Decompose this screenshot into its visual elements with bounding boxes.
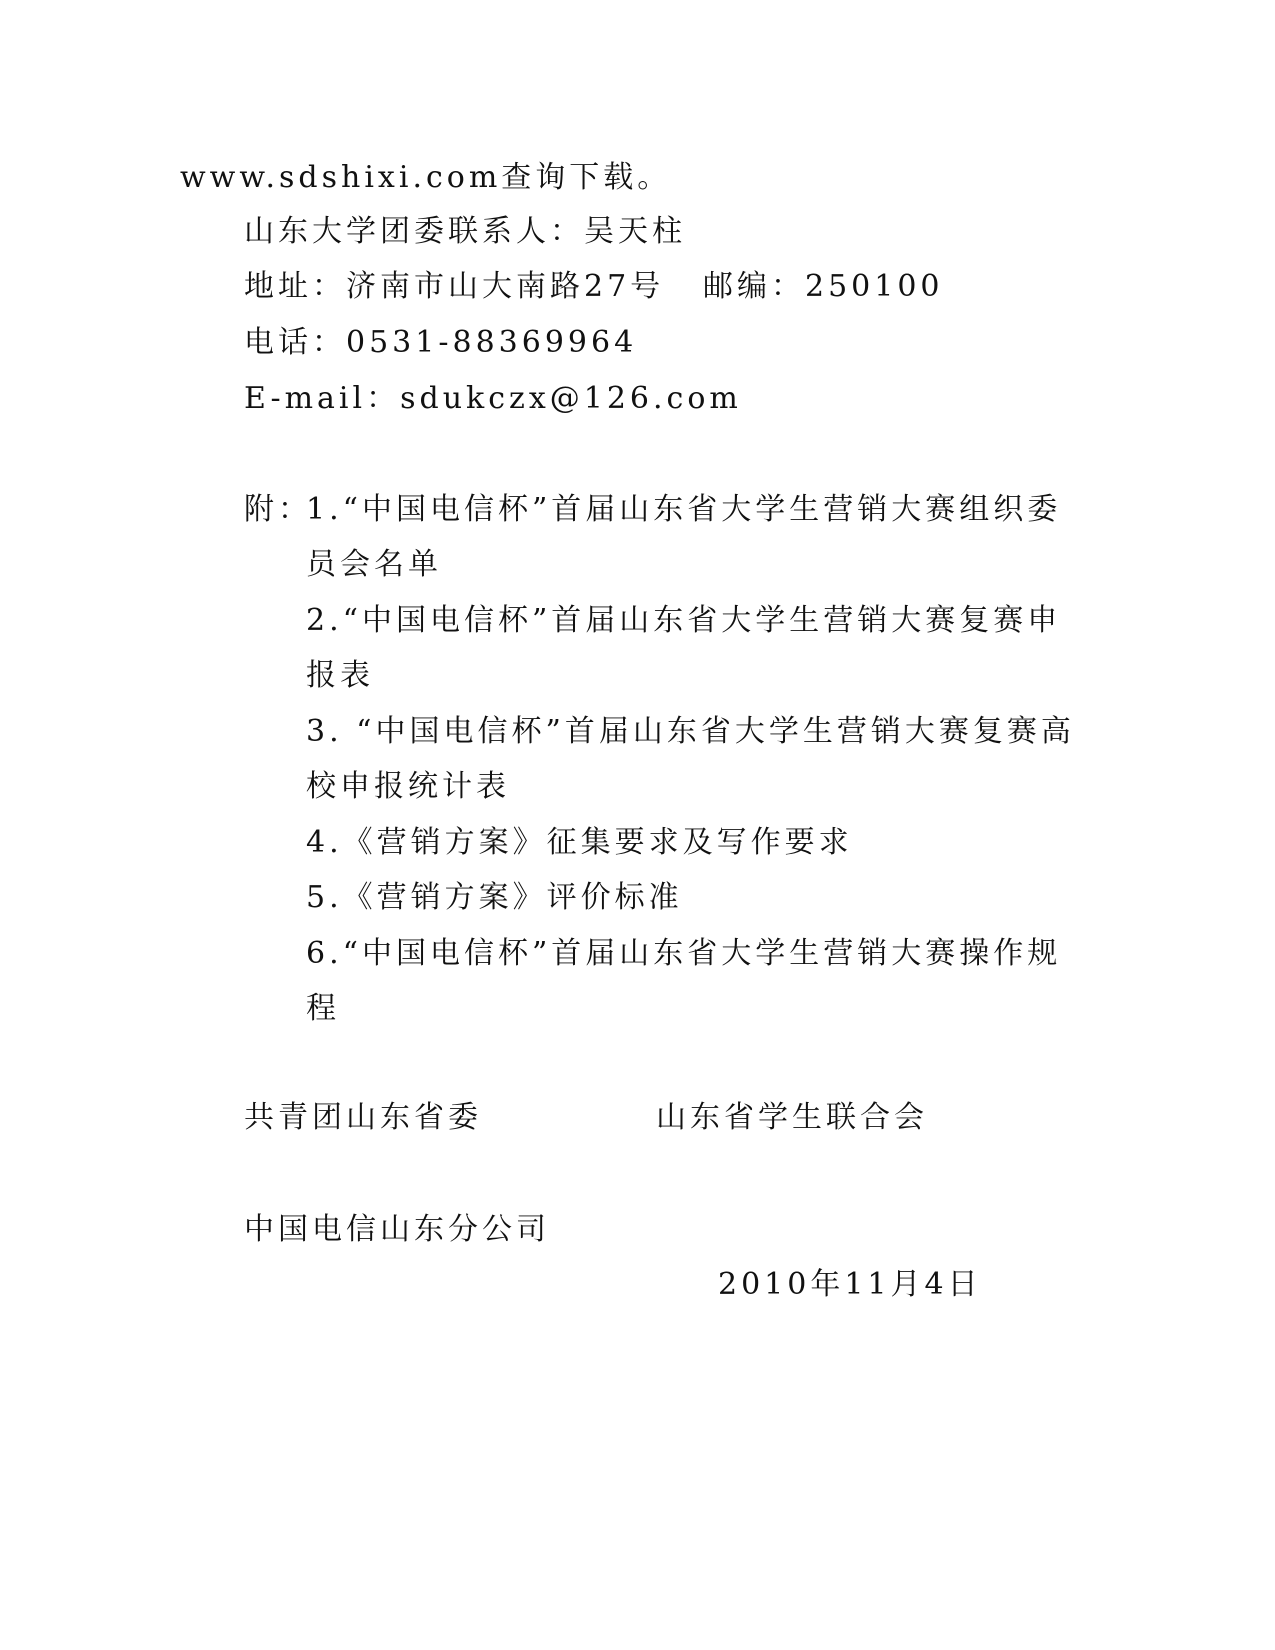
attachment-item-3-line2: 校申报统计表 [306,769,510,804]
signature-org-3: 中国电信山东分公司 [244,1212,550,1247]
attachments-prefix: 附： [244,492,312,527]
attachment-item-6-line2: 程 [306,991,340,1026]
website-line: www.sdshixi.com查询下载。 [180,160,672,195]
postcode: 邮编：250100 [703,269,944,304]
attachment-item-4: 4.《营销方案》征集要求及写作要求 [306,825,853,860]
email: E-mail：sdukczx@126.com [244,381,742,416]
attachment-item-2-line1: 2.“中国电信杯”首届山东省大学生营销大赛复赛申 [306,603,1062,638]
issue-date: 2010年11月4日 [718,1267,982,1302]
phone: 电话：0531-88369964 [244,325,638,360]
attachment-item-1-line2: 员会名单 [306,547,442,582]
attachment-item-5: 5.《营销方案》评价标准 [306,880,683,915]
attachment-item-2-line2: 报表 [306,658,374,693]
attachment-item-6-line1: 6.“中国电信杯”首届山东省大学生营销大赛操作规 [306,936,1062,971]
signature-org-2: 山东省学生联合会 [656,1100,928,1135]
attachment-item-3-line1: 3. “中国电信杯”首届山东省大学生营销大赛复赛高 [306,714,1075,749]
address: 地址：济南市山大南路27号 [244,269,665,304]
contact-person: 山东大学团委联系人：吴天柱 [244,214,686,249]
attachment-item-1-line1: 1.“中国电信杯”首届山东省大学生营销大赛组织委 [306,492,1062,527]
signature-org-1: 共青团山东省委 [244,1100,482,1135]
